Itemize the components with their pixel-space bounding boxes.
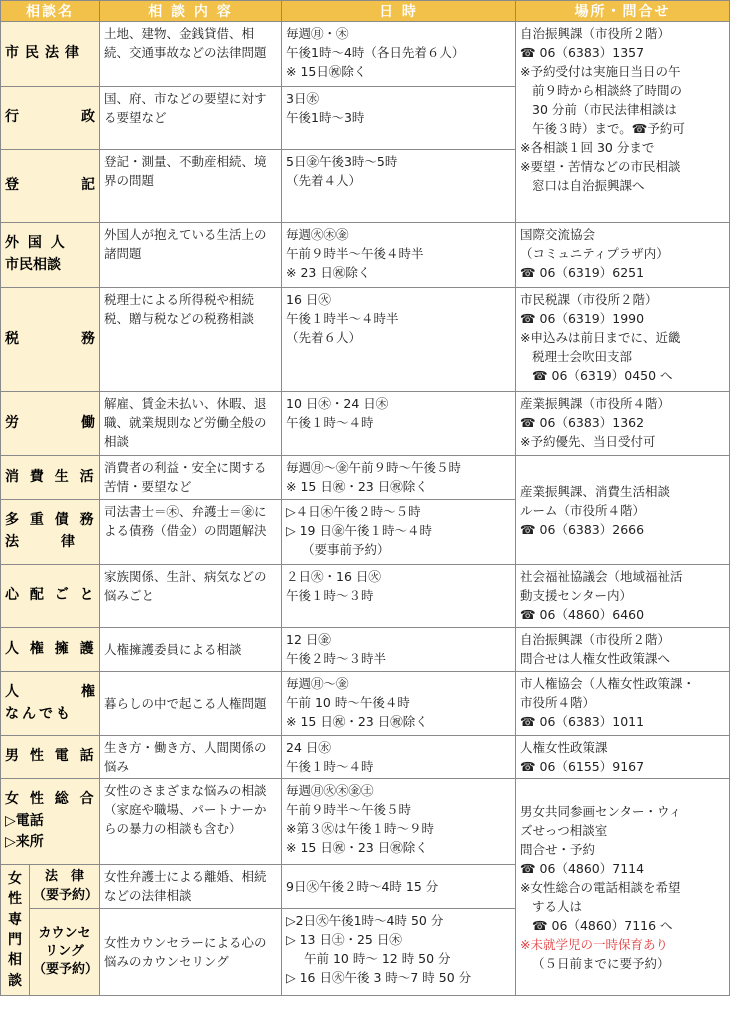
table-row (1, 288, 730, 392)
table-row (1, 779, 730, 865)
row-content: 家族関係、生計、病気などの悩みごと (100, 565, 282, 628)
row-name: 消 費 生 活 (1, 456, 100, 500)
contact-jichi: 自治振興課（市役所２階） ☎ 06（6383）1357 ※予約受付は実施日当日の午 前９時から相談終了時間の 30 分前（市民法律相談は 午後３時）まで。☎予約可 ※各相談１回 30 分まで ※要望・苦情などの市民相談 窓口は自治振興課へ (516, 22, 730, 223)
row-name: 多 重 債 務 法 律 (1, 500, 100, 565)
row-name: 法 律 （要予約） (30, 865, 100, 909)
row-schedule: ２日㊋・16 日㊋ 午後１時～３時 (282, 565, 516, 628)
row-content: 女性カウンセラーによる心の悩みのカウンセリング (100, 909, 282, 996)
row-schedule: 24 日㊌ 午後１時～４時 (282, 736, 516, 779)
row-name: 行 政 (1, 87, 100, 150)
row-content: 司法書士＝㊍、弁護士＝㊎による債務（借金）の問題解決 (100, 500, 282, 565)
row-content: 税理士による所得税や相続税、贈与税などの税務相談 (100, 288, 282, 392)
header-content: 相 談 内 容 (100, 1, 282, 22)
row-name: 登 記 (1, 150, 100, 223)
row-content: 登記・測量、不動産相続、境界の問題 (100, 150, 282, 223)
row-schedule: 16 日㊋ 午後１時半～４時半 （先着６人） (282, 288, 516, 392)
row-schedule: ▷４日㊍午後２時～５時 ▷ 19 日㊎午後１時～４時 （要事前予約） (282, 500, 516, 565)
row-contact: 国際交流協会 （コミュニティプラザ内） ☎ 06（6319）6251 (516, 223, 730, 288)
row-schedule: 12 日㊎ 午後２時～３時半 (282, 628, 516, 672)
row-content: 土地、建物、金銭貸借、相続、交通事故などの法律問題 (100, 22, 282, 87)
row-content: 解雇、賃金未払い、休暇、退職、就業規則など労働全般の相談 (100, 392, 282, 456)
row-content: 人権擁護委員による相談 (100, 628, 282, 672)
header-name: 相談名 (1, 1, 100, 22)
table-row (1, 223, 730, 288)
row-contact: 自治振興課（市役所２階） 問合せは人権女性政策課へ (516, 628, 730, 672)
row-content: 消費者の利益・安全に関する苦情・要望など (100, 456, 282, 500)
contact-sangyo: 産業振興課、消費生活相談 ルーム（市役所４階） ☎ 06（6383）2666 (516, 456, 730, 565)
row-schedule: 毎週㊋㊍㊎ 午前９時半～午後４時半 ※ 23 日㊗除く (282, 223, 516, 288)
row-name: 人 権 なんでも (1, 672, 100, 736)
header-schedule: 日 時 (282, 1, 516, 22)
table-row (1, 565, 730, 628)
row-name: 税 務 (1, 288, 100, 392)
row-content: 暮らしの中で起こる人権問題 (100, 672, 282, 736)
row-contact: 人権女性政策課 ☎ 06（6155）9167 (516, 736, 730, 779)
table-row (1, 628, 730, 672)
row-name: 心 配 ご と (1, 565, 100, 628)
row-name: 労 働 (1, 392, 100, 456)
contact-danjo: 男女共同参画センター・ウィ ズせっつ相談室 問合せ・予約 ☎ 06（4860）7114 ※女性総合の電話相談を希望 する人は ☎ 06（4860）7116 へ ※未就学児の一時保育あり （５日前までに要予約） (516, 779, 730, 996)
row-content: 女性弁護士による離婚、相続などの法律相談 (100, 865, 282, 909)
row-name: カウンセ リング （要予約） (30, 909, 100, 996)
note-childcare: ※未就学児の一時保育あり (520, 936, 668, 952)
row-content: 生き方・働き方、人間関係の悩み (100, 736, 282, 779)
row-content: 国、府、市などの要望に対する要望など (100, 87, 282, 150)
row-contact: 市人権協会（人権女性政策課・ 市役所４階） ☎ 06（6383）1011 (516, 672, 730, 736)
row-schedule: 3日㊌ 午後1時～3時 (282, 87, 516, 150)
row-name: 人 権 擁 護 (1, 628, 100, 672)
table-row (1, 456, 730, 500)
row-schedule: 毎週㊊㊋㊍㊎㊏ 午前９時半～午後５時 ※第３㊋は午後１時～９時 ※ 15 日㊗・23 日㊗除く (282, 779, 516, 865)
row-contact: 産業振興課（市役所４階） ☎ 06（6383）1362 ※予約優先、当日受付可 (516, 392, 730, 456)
row-name: 外 国 人 市民相談 (1, 223, 100, 288)
group-label-women-specialist: 女 性 専 門 相 談 (1, 865, 30, 996)
row-content: 外国人が抱えている生活上の諸問題 (100, 223, 282, 288)
row-name: 市民法律 (1, 22, 100, 87)
row-schedule: 5日㊎午後3時～5時 （先着４人） (282, 150, 516, 223)
row-schedule: 毎週㊊～㊎午前９時～午後５時 ※ 15 日㊗・23 日㊗除く (282, 456, 516, 500)
header-row (1, 1, 730, 22)
row-name: 男 性 電 話 (1, 736, 100, 779)
table-row (1, 736, 730, 779)
row-content: 女性のさまざまな悩みの相談（家庭や職場、パートナーからの暴力の相談も含む） (100, 779, 282, 865)
table-row (1, 22, 730, 87)
row-schedule: 毎週㊊・㊍ 午後1時～4時（各日先着６人） ※ 15日㊗除く (282, 22, 516, 87)
row-schedule: 毎週㊊～㊎ 午前 10 時～午後４時 ※ 15 日㊗・23 日㊗除く (282, 672, 516, 736)
row-schedule: 10 日㊍・24 日㊍ 午後１時～４時 (282, 392, 516, 456)
header-contact: 場所・問合せ (516, 1, 730, 22)
table-row (1, 672, 730, 736)
row-name: 女 性 総 合 ▷電話 ▷来所 (1, 779, 100, 865)
row-schedule: ▷2日㊋午後1時～4時 50 分 ▷ 13 日㊏・25 日㊍ 午前 10 時～ 12 時 50 分 ▷ 16 日㊋午後 3 時～7 時 50 分 (282, 909, 516, 996)
row-contact: 社会福祉協議会（地域福祉活 動支援センター内） ☎ 06（4860）6460 (516, 565, 730, 628)
row-contact: 市民税課（市役所２階） ☎ 06（6319）1990 ※申込みは前日までに、近畿 税理士会吹田支部 ☎ 06（6319）0450 へ (516, 288, 730, 392)
row-schedule: 9日㊋午後２時～4時 15 分 (282, 865, 516, 909)
table-row (1, 392, 730, 456)
